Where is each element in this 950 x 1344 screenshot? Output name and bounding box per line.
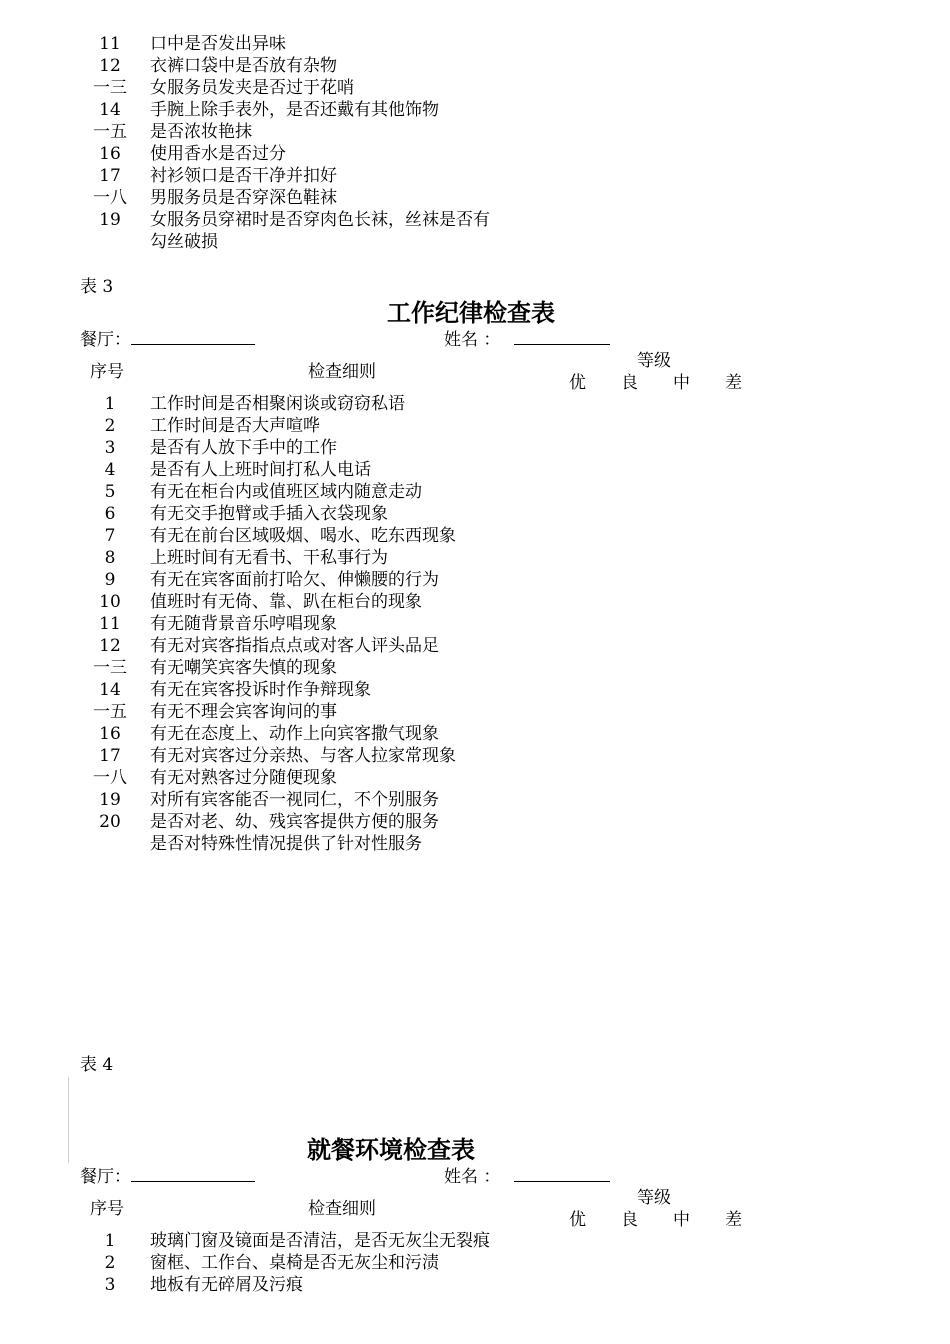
item-text: 有无嘲笑宾客失慎的现象: [150, 658, 337, 678]
table4-grade-3: 中: [673, 1210, 690, 1230]
item-text: 玻璃门窗及镜面是否清洁，是否无灰尘无裂痕: [150, 1231, 490, 1251]
table3-grade-3: 中: [673, 373, 690, 393]
item-text: 有无在前台区域吸烟、喝水、吃东西现象: [150, 526, 456, 546]
item-text: 有无交手抱臂或手插入衣袋现象: [150, 504, 388, 524]
table3-restaurant-field: [80, 328, 255, 351]
table3-col-grade: 等级: [637, 351, 671, 371]
item-number: 一八: [93, 188, 127, 208]
item-number: 1: [104, 394, 116, 414]
item-number: 1: [104, 1231, 116, 1251]
item-number: 6: [104, 504, 116, 524]
item-number: 16: [99, 724, 121, 744]
table3-title: 工作纪律检查表: [387, 298, 555, 327]
item-text: 工作时间是否相聚闲谈或窃窃私语: [150, 394, 405, 414]
item-number: 9: [104, 570, 116, 590]
item-number: 11: [99, 34, 121, 54]
table4-restaurant-field: [80, 1165, 255, 1188]
item-number: 14: [99, 680, 121, 700]
item-text: 有无随背景音乐哼唱现象: [150, 614, 337, 634]
name-blank: [514, 1165, 610, 1182]
item-text: 女服务员发夹是否过于花哨: [150, 78, 354, 98]
item-text: 是否对老、幼、残宾客提供方便的服务: [150, 812, 439, 832]
item-text: 有无在柜台内或值班区域内随意走动: [150, 482, 422, 502]
table3-grade-1: 优: [569, 373, 586, 393]
restaurant-blank: [131, 328, 255, 345]
item-text: 勾丝破损: [150, 232, 218, 252]
item-text: 使用香水是否过分: [150, 144, 286, 164]
item-text: 是否浓妆艳抹: [150, 122, 252, 142]
item-text: 衬衫领口是否干净并扣好: [150, 166, 337, 186]
item-number: 12: [99, 56, 121, 76]
item-number: 一三: [93, 658, 127, 678]
table4-grade-1: 优: [569, 1210, 586, 1230]
item-number: 10: [99, 592, 121, 612]
item-text: 有无对宾客过分亲热、与客人拉家常现象: [150, 746, 456, 766]
restaurant-label: 餐厅：: [80, 330, 131, 350]
item-number: 19: [99, 790, 121, 810]
item-text: 有无在宾客面前打哈欠、伸懒腰的行为: [150, 570, 439, 590]
item-text: 对所有宾客能否一视同仁，不个别服务: [150, 790, 439, 810]
item-text: 工作时间是否大声喧哗: [150, 416, 320, 436]
item-text: 是否有人放下手中的工作: [150, 438, 337, 458]
item-text: 有无对宾客指指点点或对客人评头品足: [150, 636, 439, 656]
item-number: 7: [104, 526, 116, 546]
table3-label: 表 3: [80, 277, 114, 297]
item-number: 8: [104, 548, 116, 568]
table4-col-no: 序号: [90, 1199, 124, 1219]
name-blank: [514, 328, 610, 345]
restaurant-label: 餐厅：: [80, 1167, 131, 1187]
item-number: 3: [104, 438, 116, 458]
item-text: 男服务员是否穿深色鞋袜: [150, 188, 337, 208]
item-text: 口中是否发出异味: [150, 34, 286, 54]
item-text: 值班时有无倚、靠、趴在柜台的现象: [150, 592, 422, 612]
name-label: 姓名 ：: [444, 1167, 501, 1187]
item-text: 窗框、工作台、桌椅是否无灰尘和污渍: [150, 1253, 439, 1273]
item-number: 11: [99, 614, 121, 634]
item-text: 是否有人上班时间打私人电话: [150, 460, 371, 480]
item-text: 有无在态度上、动作上向宾客撒气现象: [150, 724, 439, 744]
table3-name-field: [444, 328, 610, 351]
table4-col-grade: 等级: [637, 1188, 671, 1208]
item-number: 一五: [93, 702, 127, 722]
table4-grade-2: 良: [621, 1210, 638, 1230]
table3-col-no: 序号: [90, 362, 124, 382]
item-number: 3: [104, 1275, 116, 1295]
item-number: 2: [104, 416, 116, 436]
item-number: 14: [99, 100, 121, 120]
restaurant-blank: [131, 1165, 255, 1182]
item-number: 20: [99, 812, 121, 832]
item-number: 16: [99, 144, 121, 164]
item-text: 有无在宾客投诉时作争辩现象: [150, 680, 371, 700]
item-text: 衣裤口袋中是否放有杂物: [150, 56, 337, 76]
item-text: 地板有无碎屑及污痕: [150, 1275, 303, 1295]
table4-title: 就餐环境检查表: [307, 1135, 475, 1164]
table4-col-detail: 检查细则: [308, 1199, 376, 1219]
item-number: 一三: [93, 78, 127, 98]
item-number: 12: [99, 636, 121, 656]
item-number: 4: [104, 460, 116, 480]
item-text: 上班时间有无看书、干私事行为: [150, 548, 388, 568]
table3-grade-4: 差: [725, 373, 742, 393]
item-text: 有无不理会宾客询问的事: [150, 702, 337, 722]
table4-grade-4: 差: [725, 1210, 742, 1230]
table3-grade-2: 良: [621, 373, 638, 393]
table3-col-detail: 检查细则: [308, 362, 376, 382]
item-number: 一八: [93, 768, 127, 788]
item-text: 有无对熟客过分随便现象: [150, 768, 337, 788]
table4-name-field: [444, 1165, 610, 1188]
item-number: 5: [104, 482, 116, 502]
item-number: 17: [99, 746, 121, 766]
item-number: 一五: [93, 122, 127, 142]
margin-line: [68, 1077, 69, 1163]
item-text: 女服务员穿裙时是否穿肉色长袜，丝袜是否有: [150, 210, 490, 230]
name-label: 姓名 ：: [444, 330, 501, 350]
item-text: 手腕上除手表外，是否还戴有其他饰物: [150, 100, 439, 120]
item-number: 17: [99, 166, 121, 186]
item-text: 是否对特殊性情况提供了针对性服务: [150, 834, 422, 854]
item-number: 2: [104, 1253, 116, 1273]
table4-label: 表 4: [80, 1055, 114, 1075]
item-number: 19: [99, 210, 121, 230]
